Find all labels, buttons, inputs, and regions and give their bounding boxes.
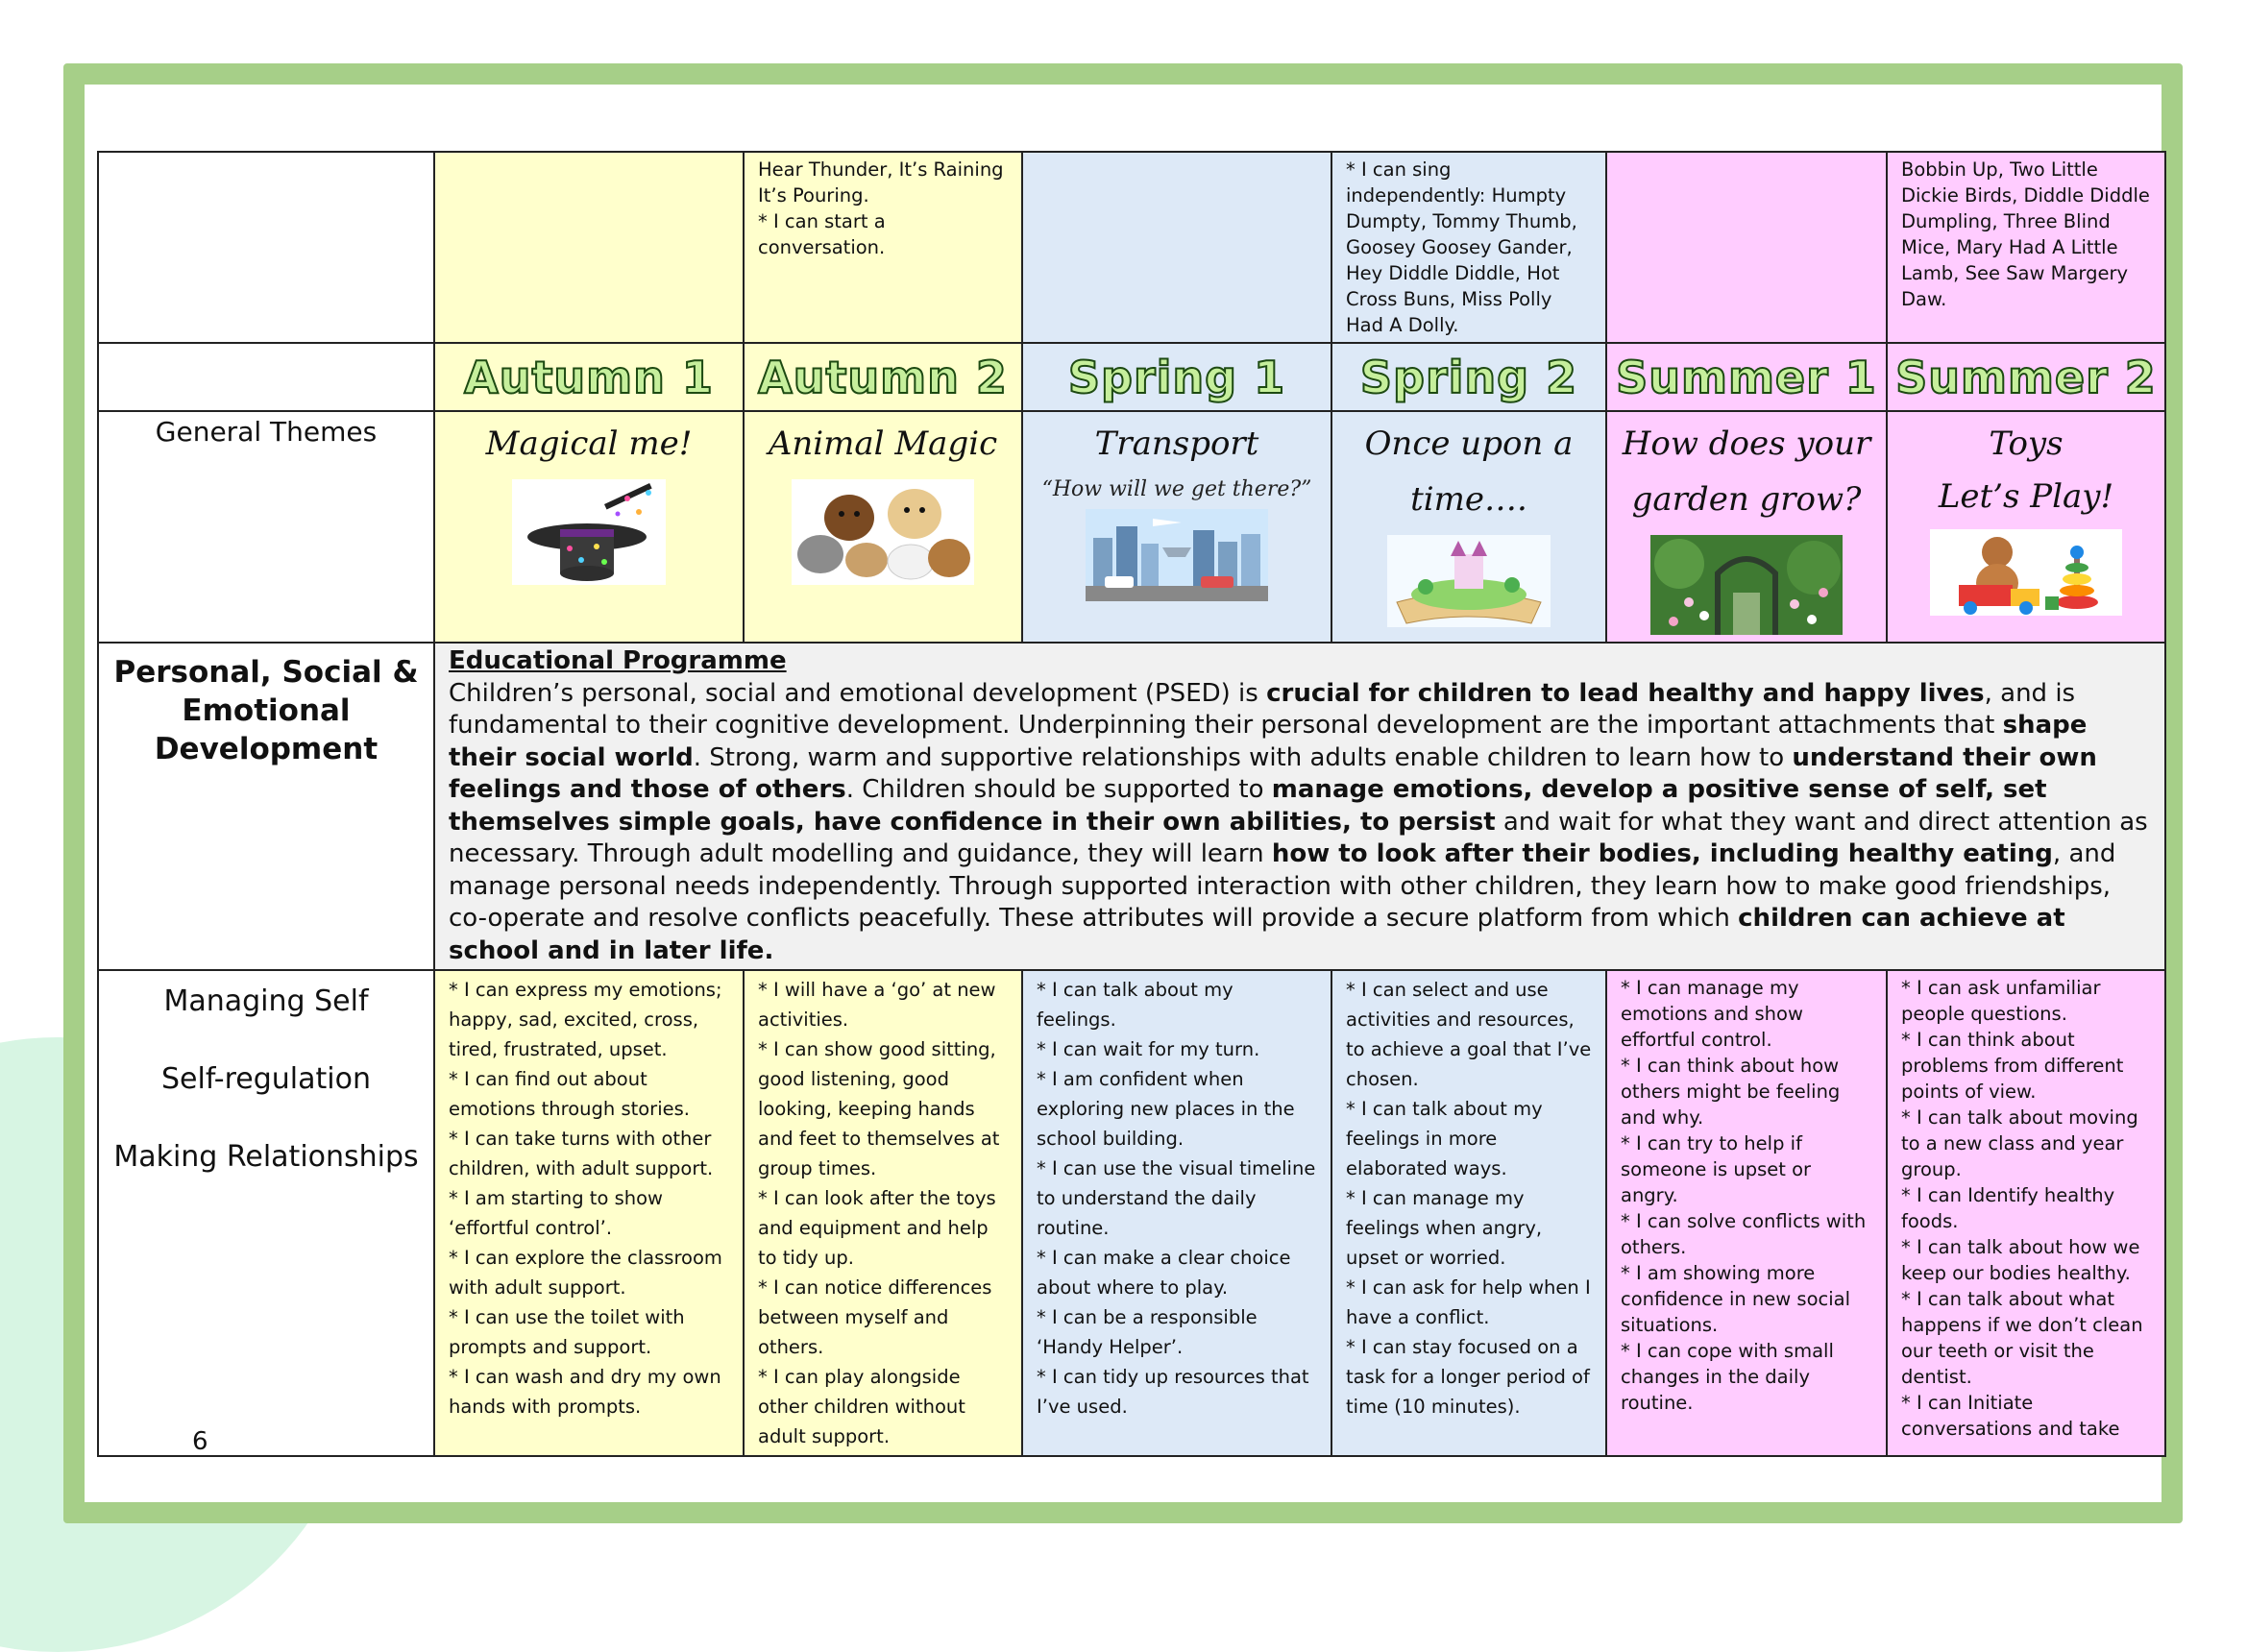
ms-summer2 <box>1887 970 2165 1456</box>
psed-text-segment: . Children should be supported to <box>845 775 1272 804</box>
ms-spring2 <box>1331 970 1606 1456</box>
psed-key-phrase: how to look after their bodies, including healthy eating <box>1271 839 2053 868</box>
rhymes-row <box>98 152 2165 343</box>
psed-text-segment: , and is fundamental to their cognitive development. Underpinning their personal development are the important attachments that <box>449 678 2076 740</box>
statement-item: * I can use the toilet with prompts and support. <box>449 1306 685 1358</box>
statement-item: * I can cope with small changes in the daily routine. <box>1621 1340 1834 1414</box>
curriculum-table <box>97 151 2166 1457</box>
theme-title-2: Let’s Play! <box>1938 477 2114 516</box>
statement-item: * I am showing more confidence in new social situations. <box>1621 1262 1851 1336</box>
theme-title: Magical me! <box>485 425 693 463</box>
ms-autumn2 <box>744 970 1022 1456</box>
statement-item: * I can talk about moving to a new class and year group. <box>1901 1106 2138 1180</box>
term-header-blank <box>98 343 434 411</box>
statement-item: * I can talk about how we keep our bodies healthy. <box>1901 1236 2140 1284</box>
statement-item: * I can talk about my feelings in more elaborated ways. <box>1346 1098 1543 1179</box>
term-summer2: Summer 2 <box>1887 343 2165 411</box>
toys-picture <box>1930 529 2122 616</box>
label-making-relationships: Making Relationships <box>113 1140 419 1174</box>
statement-item: * I am confident when exploring new places in the school building. <box>1037 1068 1295 1150</box>
term-spring2: Spring 2 <box>1331 343 1606 411</box>
term-spring1: Spring 1 <box>1022 343 1331 411</box>
psed-key-phrase: understand their own feelings and those of others <box>449 742 2097 804</box>
statement-item: * I can think about how others might be feeling and why. <box>1621 1055 1841 1129</box>
statement-item: * I can take turns with other children, with adult support. <box>449 1128 714 1179</box>
psed-row <box>98 643 2165 970</box>
statement-item: * I will have a ‘go’ at new activities. <box>758 979 996 1031</box>
rhymes-summer1 <box>1606 152 1887 343</box>
statement-item: * I can play alongside other children without adult support. <box>758 1366 965 1447</box>
psed-text-segment: and wait for what they want and direct attention as necessary. Through adult modelling and guidance, they will learn <box>449 807 2148 868</box>
statement-item: * I can think about problems from different points of view. <box>1901 1029 2124 1103</box>
city-transport-picture <box>1086 509 1268 601</box>
theme-subtitle: “How will we get there?” <box>1041 477 1312 501</box>
statement-item: * I can select and use activities and resources, to achieve a goal that I’ve chosen. <box>1346 979 1592 1090</box>
statement-item: * I can be a responsible ‘Handy Helper’. <box>1037 1306 1258 1358</box>
theme-spring2 <box>1331 411 1606 643</box>
statement-item: * I can talk about my feelings. <box>1037 979 1233 1031</box>
rhymes-spring2 <box>1331 152 1606 343</box>
educational-programme-heading: Educational Programme <box>449 646 787 675</box>
statement-item: * I can stay focused on a task for a longer period of time (10 minutes). <box>1346 1336 1590 1418</box>
educational-programme-text <box>449 678 2151 968</box>
statement-item: * I can solve conflicts with others. <box>1621 1210 1867 1258</box>
psed-key-phrase: manage emotions, develop a positive sense of self, set themselves simple goals, have confidence in their own abilities, to persist <box>449 775 2047 837</box>
rhymes-spring2-text: * I can sing independently: Humpty Dumpty, Tommy Thumb, Goosey Goosey Gander, Hey Diddle Diddle, Hot Cross Buns, Miss Polly Had A Dolly. <box>1346 158 1577 336</box>
psed-label: Personal, Social & Emotional Development <box>98 643 434 970</box>
ms-spring1 <box>1022 970 1331 1456</box>
label-managing-self: Managing Self <box>163 984 369 1018</box>
theme-title: Animal Magic <box>768 425 998 463</box>
psed-text-segment: , and manage personal needs independently. Through supported interaction with other children, they learn how to make good friendships, co-operate and resolve conflicts peacefully. These attributes will provide a secure platform from which <box>449 839 2116 933</box>
psed-text-segment: Children’s personal, social and emotional development (PSED) is <box>449 678 1267 708</box>
statement-item: * I can find out about emotions through stories. <box>449 1068 690 1120</box>
statement-item: * I can look after the toys and equipment and help to tidy up. <box>758 1187 996 1269</box>
rhymes-summer2-text: Bobbin Up, Two Little Dickie Birds, Diddle Diddle Dumpling, Three Blind Mice, Mary Had A Little Lamb, See Saw Margery Daw. <box>1901 158 2150 310</box>
statement-item: * I can explore the classroom with adult support. <box>449 1247 722 1299</box>
term-autumn2: Autumn 2 <box>744 343 1022 411</box>
statement-item: * I can wait for my turn. <box>1037 1038 1260 1060</box>
rhymes-summer2 <box>1887 152 2165 343</box>
psed-text-segment: . Strong, warm and supportive relationships with adults enable children to learn how to <box>693 742 1793 772</box>
magic-hat-icon <box>512 479 666 585</box>
theme-autumn1 <box>434 411 744 643</box>
statement-item: * I can notice differences between myself and others. <box>758 1276 992 1358</box>
garden-arch-photo <box>1650 535 1843 635</box>
statement-item: * I can make a clear choice about where to play. <box>1037 1247 1291 1299</box>
theme-title: Transport <box>1094 425 1259 463</box>
statement-item: * I can show good sitting, good listening, good looking, keeping hands and feet to themselves at group times. <box>758 1038 1000 1179</box>
statement-item: * I can ask for help when I have a conflict. <box>1346 1276 1591 1328</box>
psed-key-phrase: children can achieve at school and in later life. <box>449 904 2065 965</box>
theme-title: Once upon a time…. <box>1364 425 1574 519</box>
statement-item: * I can express my emotions; happy, sad, excited, cross, tired, frustrated, upset. <box>449 979 722 1060</box>
rhymes-autumn2 <box>744 152 1022 343</box>
statement-item: * I can use the visual timeline to understand the daily routine. <box>1037 1157 1316 1239</box>
themes-row <box>98 411 2165 643</box>
theme-title: How does your garden grow? <box>1622 425 1871 519</box>
term-header-row <box>98 343 2165 411</box>
rhymes-label-cell <box>98 152 434 343</box>
term-summer1: Summer 1 <box>1606 343 1887 411</box>
statement-item: * I can try to help if someone is upset or angry. <box>1621 1132 1812 1206</box>
statement-item: * I am starting to show ‘effortful control’. <box>449 1187 663 1239</box>
statement-item: * I can talk about what happens if we don’t clean our teeth or visit the dentist. <box>1901 1288 2143 1388</box>
theme-summer1 <box>1606 411 1887 643</box>
curriculum-plan <box>97 151 2164 1457</box>
psed-key-phrase: shape their social world <box>449 711 2088 772</box>
statement-item: * I can ask unfamiliar people questions. <box>1901 977 2101 1025</box>
theme-autumn2 <box>744 411 1022 643</box>
managing-self-labels <box>98 970 434 1456</box>
rhymes-autumn1 <box>434 152 744 343</box>
theme-summer2 <box>1887 411 2165 643</box>
statement-item: * I can wash and dry my own hands with prompts. <box>449 1366 721 1418</box>
ms-autumn1 <box>434 970 744 1456</box>
ms-summer1 <box>1606 970 1887 1456</box>
term-autumn1: Autumn 1 <box>434 343 744 411</box>
label-self-regulation: Self-regulation <box>161 1062 371 1096</box>
theme-spring1 <box>1022 411 1331 643</box>
managing-self-row <box>98 970 2165 1456</box>
rhymes-autumn2-text: Hear Thunder, It’s Raining It’s Pouring. * I can start a conversation. <box>758 158 1004 258</box>
theme-title: Toys <box>1989 425 2064 463</box>
page-number: 6 <box>192 1427 208 1456</box>
statement-item: * I can manage my feelings when angry, upset or worried. <box>1346 1187 1543 1269</box>
statement-item: * I can Identify healthy foods. <box>1901 1184 2115 1232</box>
rhymes-spring1 <box>1022 152 1331 343</box>
pets-photo <box>792 479 974 585</box>
general-themes-label: General Themes <box>98 411 434 643</box>
statement-item: * I can Initiate conversations and take <box>1901 1392 2120 1440</box>
storybook-castle-picture <box>1387 535 1551 627</box>
educational-programme <box>434 643 2165 970</box>
statement-item: * I can manage my emotions and show effortful control. <box>1621 977 1803 1051</box>
statement-item: * I can tidy up resources that I’ve used. <box>1037 1366 1309 1418</box>
psed-key-phrase: crucial for children to lead healthy and happy lives <box>1266 678 1985 708</box>
